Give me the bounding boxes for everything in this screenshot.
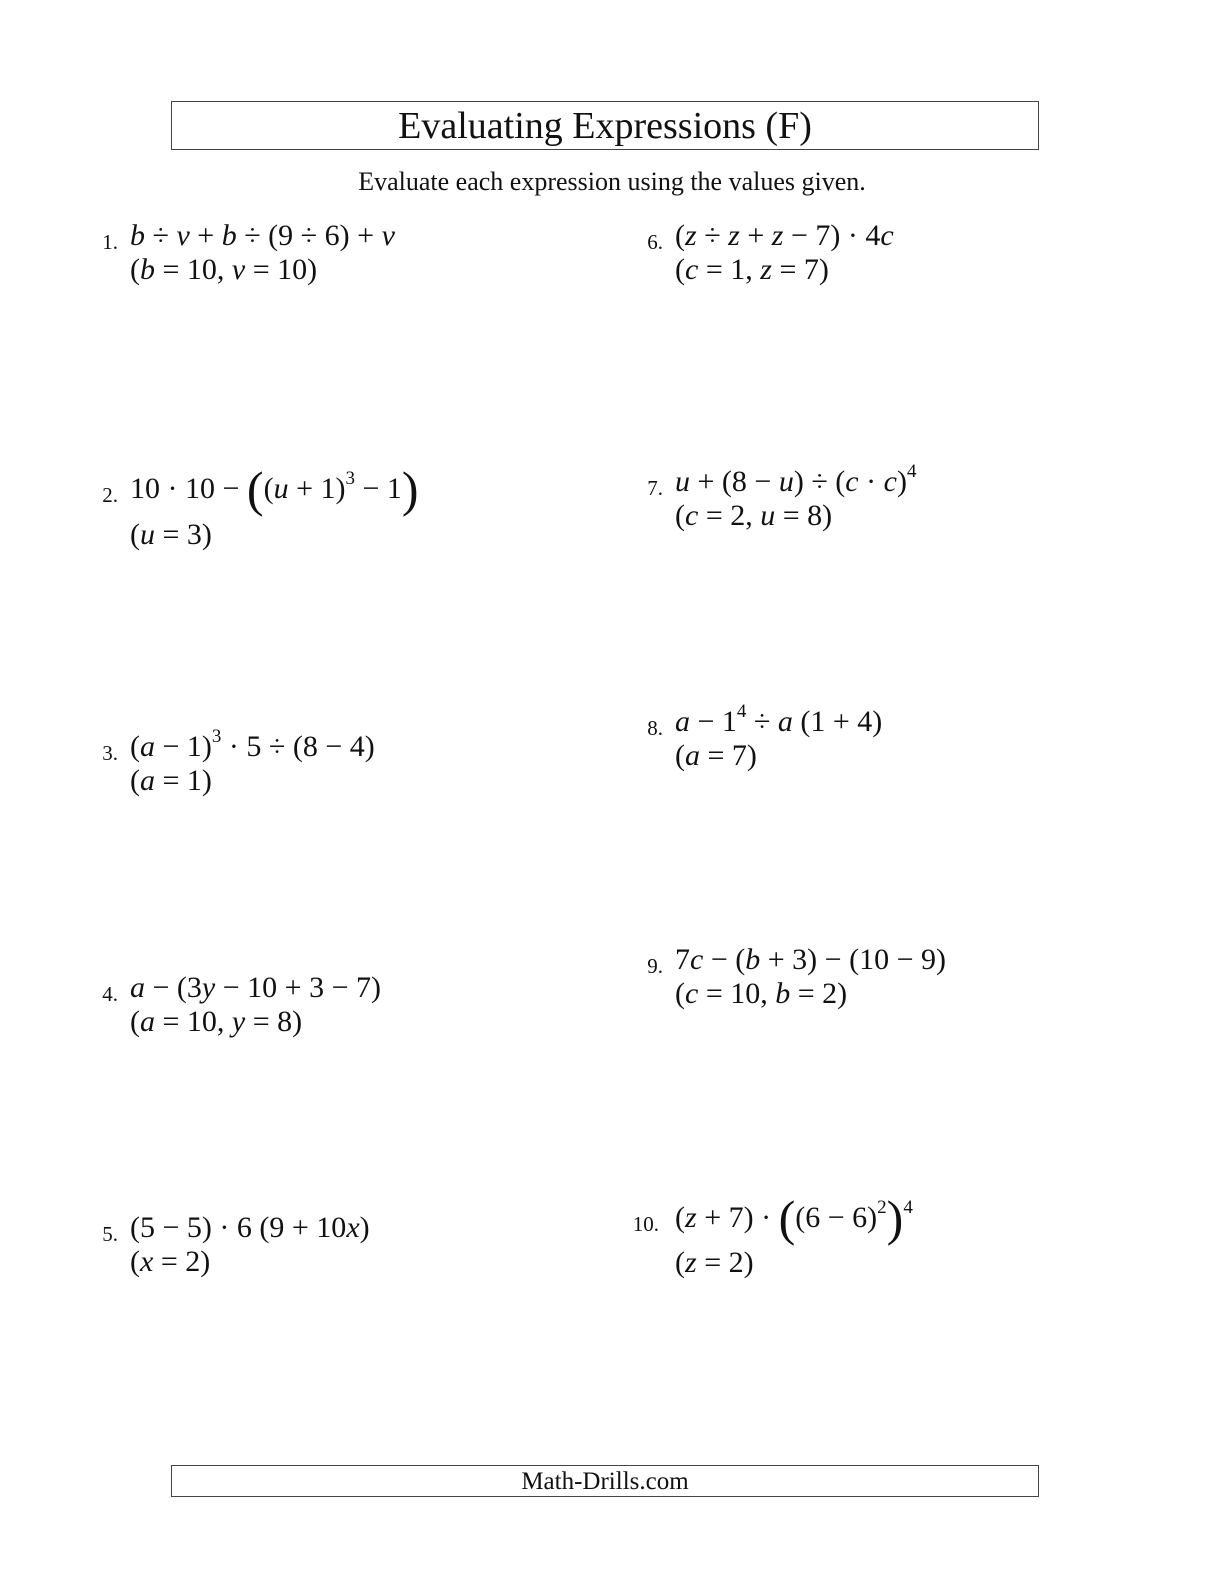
problem-expression: a − (3y − 10 + 3 − 7) xyxy=(130,971,381,1004)
problem-expression: $(z + 7) \cdot ((6 - 6)^2)^4$ xyxy=(675,1190,913,1246)
problem-expression: $10 \cdot 10 - ((u + 1)^3 - 1)$ xyxy=(130,461,419,517)
page-title: Evaluating Expressions (F) xyxy=(398,104,812,147)
problem-number: 8. xyxy=(647,716,663,740)
problem-expression: $u + (8 - u) \div (c \cdot c)^4$ xyxy=(675,461,917,498)
problem-number: 6. xyxy=(647,230,663,254)
problem-number: 10. xyxy=(632,1212,659,1236)
problem-expression: (5 − 5) · 6 (9 + 10x) xyxy=(130,1211,370,1244)
problem-values: (u = 3) xyxy=(130,518,212,551)
problem-values: (c = 2, u = 8) xyxy=(675,499,833,532)
problem-expression: b ÷ v + b ÷ (9 ÷ 6) + v xyxy=(130,219,395,252)
footer-box xyxy=(171,1465,1039,1497)
problem-number: 1. xyxy=(102,230,118,254)
problem-values: (c = 1, z = 7) xyxy=(675,253,829,286)
instructions: Evaluate each expression using the values given. xyxy=(358,167,866,196)
problem-values: (z = 2) xyxy=(675,1246,754,1279)
problem-number: 7. xyxy=(647,476,663,500)
problem-values: (a = 7) xyxy=(675,739,757,772)
problem-values: (b = 10, v = 10) xyxy=(130,253,318,286)
problem-expression: $a - 1^4 \div a$ (1 + 4) xyxy=(675,701,883,738)
problem-values: (x = 2) xyxy=(130,1245,211,1278)
problem-number: 3. xyxy=(102,741,118,765)
problem-values: (a = 10, y = 8) xyxy=(130,1005,303,1038)
problem-expression: $(a - 1)^3 \cdot 5 \div (8 - 4)$ xyxy=(130,726,375,763)
title-box xyxy=(171,101,1039,150)
problem-number: 9. xyxy=(647,954,663,978)
problem-expression: 7c − (b + 3) − (10 − 9) xyxy=(675,943,946,976)
problem-values: (c = 10, b = 2) xyxy=(675,977,848,1010)
problem-number: 2. xyxy=(102,483,118,507)
problem-values: (a = 1) xyxy=(130,764,212,797)
problem-number: 4. xyxy=(102,982,118,1006)
footer-site-name: Math-Drills.com xyxy=(521,1467,689,1495)
problem-number: 5. xyxy=(102,1222,118,1246)
problem-expression: (z ÷ z + z − 7) · 4c xyxy=(675,219,894,252)
